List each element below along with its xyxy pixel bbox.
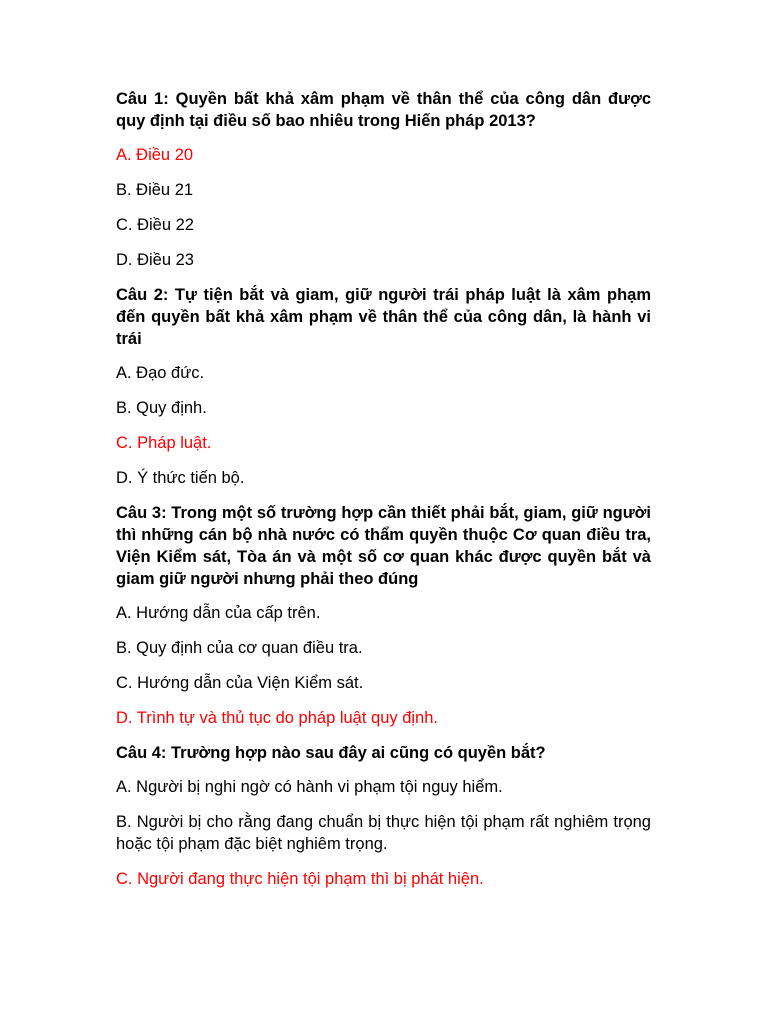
question-2: Câu 2: Tự tiện bắt và giam, giữ người trái pháp luật là xâm phạm đến quyền bất khả xâm phạm về thân thể của công dân, là hành vi trái [116,286,651,348]
q3-option-a: A. Hướng dẫn của cấp trên. [116,604,321,622]
question-1: Câu 1: Quyền bất khả xâm phạm về thân thể của công dân được quy định tại điều số bao nhiêu trong Hiến pháp 2013? [116,90,651,130]
q2-option-a: A. Đạo đức. [116,364,205,382]
question-3: Câu 3: Trong một số trường hợp cần thiết phải bắt, giam, giữ người thì những cán bộ nhà nước có thẩm quyền thuộc Cơ quan điều tra, Viện Kiểm sát, Tòa án và một số cơ quan khác được quyền bắt và giam giữ người nhưng phải theo đúng [116,504,651,588]
q4-option-a: A. Người bị nghi ngờ có hành vi phạm tội nguy hiểm. [116,778,503,796]
q1-option-d: D. Điều 23 [116,251,194,269]
q1-option-b: B. Điều 21 [116,181,194,199]
q1-option-c: C. Điều 22 [116,216,194,234]
q4-option-b: B. Người bị cho rằng đang chuẩn bị thực hiện tội phạm rất nghiêm trọng hoặc tội phạm đặc biệt nghiêm trọng. [116,813,651,853]
question-4: Câu 4: Trường hợp nào sau đây ai cũng có quyền bắt? [116,744,546,762]
q4-option-c: C. Người đang thực hiện tội phạm thì bị phát hiện. [116,870,484,888]
q1-option-a: A. Điều 20 [116,146,194,164]
document-page [116,88,651,903]
q3-option-d: D. Trình tự và thủ tục do pháp luật quy định. [116,709,438,727]
q2-option-c: C. Pháp luật. [116,434,212,452]
q3-option-c: C. Hướng dẫn của Viện Kiểm sát. [116,674,364,692]
q3-option-b: B. Quy định của cơ quan điều tra. [116,639,363,657]
q2-option-b: B. Quy định. [116,399,207,417]
q2-option-d: D. Ý thức tiến bộ. [116,469,245,487]
